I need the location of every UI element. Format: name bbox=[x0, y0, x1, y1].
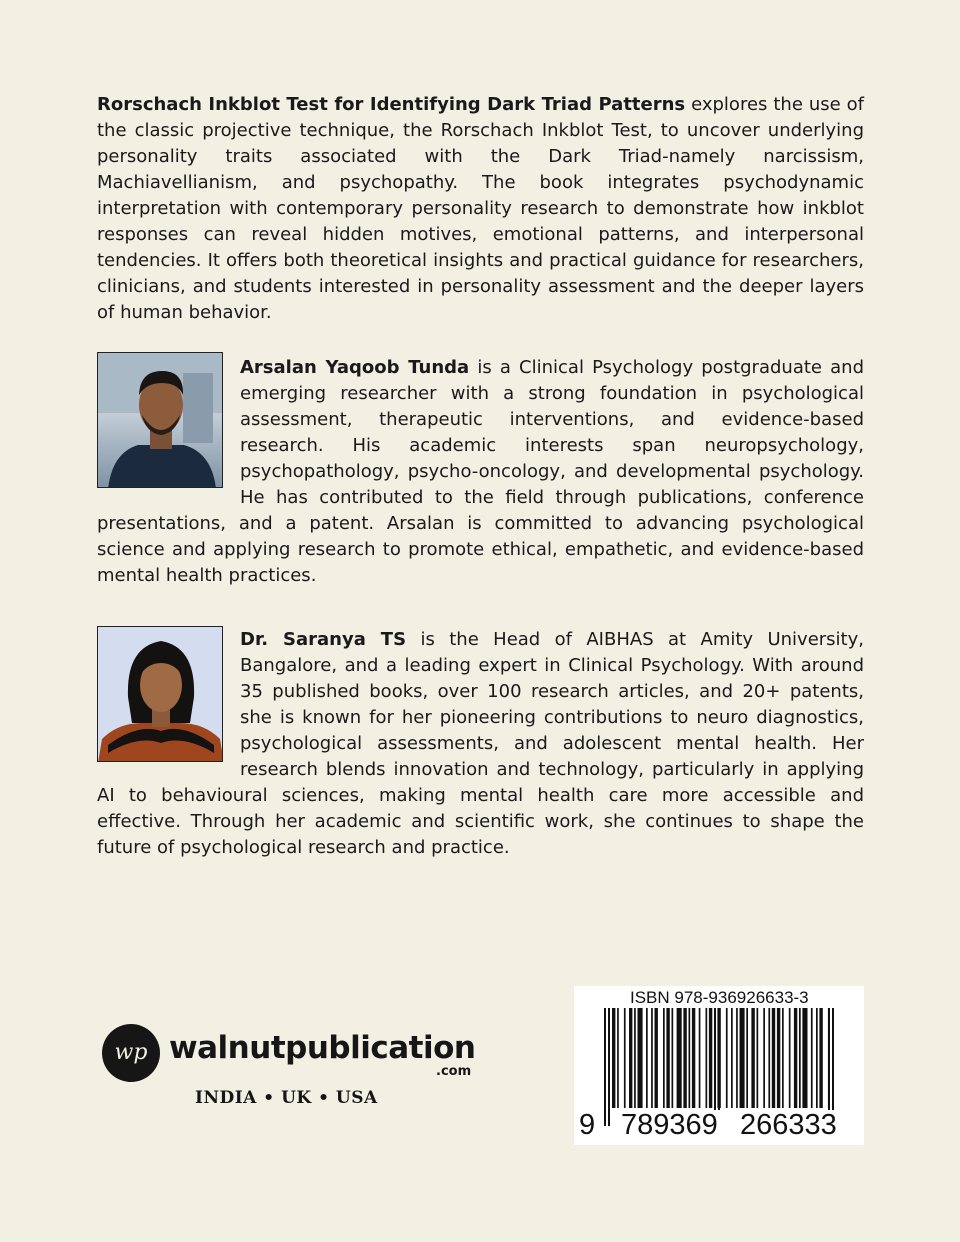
author-photo-1 bbox=[97, 352, 223, 488]
author-bio-text-2: is the Head of AIBHAS at Amity University, Bangalore, and a leading expert in Clinical Psychology. With around 35 published books, over 100 research articles, and 20+ patents, she is known for her pioneering contributions to neuro diagnostics, psychological assessments, and adolescent mental health. Her research blends innovation and technology, particularly in applying AI to behavioural sciences, making mental health care more accessible and effective. Through her academic and scientific work, she continues to shape the future of psychological research and practice. bbox=[97, 629, 864, 858]
book-description bbox=[97, 92, 864, 326]
publisher-logo bbox=[102, 1024, 502, 1119]
author-photo-2 bbox=[97, 626, 223, 762]
isbn-label: ISBN 978-936926633-3 bbox=[630, 988, 809, 1007]
publisher-domain: .com bbox=[436, 1064, 472, 1079]
barcode-digit-first: 9 bbox=[579, 1109, 596, 1141]
author-bio-1 bbox=[97, 355, 864, 589]
barcode-digits-left: 789369 bbox=[621, 1109, 718, 1141]
author-bio-2 bbox=[97, 627, 864, 861]
barcode-digits-right: 266333 bbox=[740, 1109, 837, 1141]
author-bio-text-1: is a Clinical Psychology postgraduate and emerging researcher with a strong foundation in psychological assessment, therapeutic interventions, and evidence-based research. His academic interests span neuropsychology, psychopathology, psycho-oncology, and developmental psychology. He has contributed to the field through publications, conference presentations, and a patent. Arsalan is committed to advancing psychological science and applying research to promote ethical, empathetic, and evidence-based mental health practices. bbox=[97, 357, 864, 586]
author-name-2: Dr. Saranya TS bbox=[240, 629, 407, 650]
publisher-name: walnutpublication bbox=[169, 1030, 476, 1066]
publisher-logo-mark: wp bbox=[102, 1024, 160, 1082]
isbn-barcode bbox=[574, 986, 864, 1145]
author-name-1: Arsalan Yaqoob Tunda bbox=[240, 357, 470, 378]
book-description-text: explores the use of the classic projective technique, the Rorschach Inkblot Test, to uncover underlying personality traits associated with the Dark Triad-namely narcissism, Machiavellianism, and psychopathy. The book integrates psychodynamic interpretation with contemporary personality research to demonstrate how inkblot responses can reveal hidden motives, emotional patterns, and interpersonal tendencies. It offers both theoretical insights and practical guidance for researchers, clinicians, and students interested in personality assessment and the deeper layers of human behavior. bbox=[97, 94, 864, 323]
publisher-countries: INDIA • UK • USA bbox=[195, 1088, 378, 1108]
book-title: Rorschach Inkblot Test for Identifying Dark Triad Patterns bbox=[97, 94, 686, 115]
